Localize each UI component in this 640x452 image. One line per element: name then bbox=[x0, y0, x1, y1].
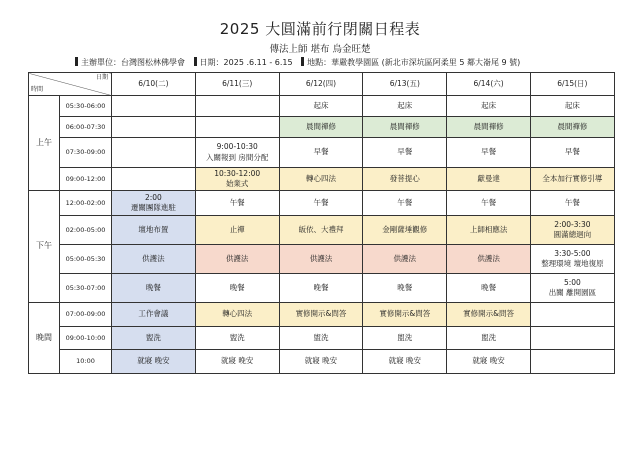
schedule-cell: 止禪 bbox=[195, 216, 279, 245]
schedule-cell: 2:00 遷關團隊進駐 bbox=[112, 191, 196, 216]
schedule-cell: 5:00 出關 離開園區 bbox=[530, 274, 614, 303]
schedule-cell: 起床 bbox=[447, 96, 531, 117]
table-row bbox=[29, 96, 615, 117]
period-morning: 上午 bbox=[29, 96, 60, 191]
schedule-cell: 供護法 bbox=[447, 245, 531, 274]
teacher-line: 傳法上師 堪布 烏金旺楚 bbox=[269, 44, 371, 55]
schedule-cell: 晚餐 bbox=[112, 274, 196, 303]
day-header: 6/14(六) bbox=[447, 73, 531, 96]
schedule-cell: 供護法 bbox=[195, 245, 279, 274]
table-row bbox=[29, 245, 615, 274]
day-header: 6/12(四) bbox=[279, 73, 363, 96]
schedule-cell: 金剛薩埵觀修 bbox=[363, 216, 447, 245]
schedule-cell: 晨間禪修 bbox=[530, 117, 614, 138]
schedule-cell: 轉心四法 bbox=[279, 168, 363, 191]
table-row bbox=[29, 117, 615, 138]
time-cell: 07:00-09:00 bbox=[60, 303, 112, 327]
table-row bbox=[29, 168, 615, 191]
schedule-cell: 供護法 bbox=[112, 245, 196, 274]
schedule-cell: 早餐 bbox=[447, 138, 531, 168]
schedule-cell: 10:30-12:00 始業式 bbox=[195, 168, 279, 191]
time-cell: 02:00-05:00 bbox=[60, 216, 112, 245]
schedule-cell: 就寢 晚安 bbox=[195, 350, 279, 374]
corner-cell bbox=[29, 73, 112, 96]
schedule-cell bbox=[112, 117, 196, 138]
schedule-cell bbox=[530, 303, 614, 327]
table-row bbox=[29, 327, 615, 350]
bullet-mark bbox=[194, 57, 197, 66]
schedule-cell bbox=[530, 327, 614, 350]
schedule-cell: 就寢 晚安 bbox=[112, 350, 196, 374]
corner-date-label: 日期 bbox=[95, 74, 108, 81]
schedule-cell: 轉心四法 bbox=[195, 303, 279, 327]
schedule-cell: 獻曼達 bbox=[447, 168, 531, 191]
schedule-cell: 實修開示&問答 bbox=[363, 303, 447, 327]
schedule-cell: 3:30-5:00 整理環境 壇地復原 bbox=[530, 245, 614, 274]
schedule-cell: 皈依、大禮拜 bbox=[279, 216, 363, 245]
schedule-cell: 起床 bbox=[530, 96, 614, 117]
time-cell: 07:30-09:00 bbox=[60, 138, 112, 168]
schedule-cell: 2:00-3:30 圓滿總迴向 bbox=[530, 216, 614, 245]
schedule-cell: 壇地布置 bbox=[112, 216, 196, 245]
day-header: 6/10(二) bbox=[112, 73, 196, 96]
schedule-cell: 供護法 bbox=[363, 245, 447, 274]
schedule-cell: 午餐 bbox=[279, 191, 363, 216]
schedule-cell: 午餐 bbox=[447, 191, 531, 216]
schedule-cell: 晨間禪修 bbox=[447, 117, 531, 138]
schedule-cell bbox=[195, 96, 279, 117]
time-cell: 05:30-07:00 bbox=[60, 274, 112, 303]
schedule-cell: 晚餐 bbox=[279, 274, 363, 303]
schedule-cell: 就寢 晚安 bbox=[279, 350, 363, 374]
schedule-cell: 午餐 bbox=[363, 191, 447, 216]
schedule-cell: 起床 bbox=[363, 96, 447, 117]
event-info bbox=[75, 57, 526, 68]
schedule-cell: 9:00-10:30 入關報到 房間分配 bbox=[195, 138, 279, 168]
schedule-cell: 全本加行實修引導 bbox=[530, 168, 614, 191]
schedule-cell: 上師相應法 bbox=[447, 216, 531, 245]
schedule-cell: 盥洗 bbox=[447, 327, 531, 350]
schedule-cell: 供護法 bbox=[279, 245, 363, 274]
schedule-cell: 晚餐 bbox=[195, 274, 279, 303]
schedule-cell: 起床 bbox=[279, 96, 363, 117]
schedule-cell: 就寢 晚安 bbox=[363, 350, 447, 374]
schedule-cell: 晚餐 bbox=[447, 274, 531, 303]
table-row bbox=[29, 303, 615, 327]
schedule-cell: 實修開示&問答 bbox=[447, 303, 531, 327]
time-cell: 09:00-12:00 bbox=[60, 168, 112, 191]
table-row bbox=[29, 350, 615, 374]
schedule-cell: 發菩提心 bbox=[363, 168, 447, 191]
corner-time-label: 時間 bbox=[31, 85, 44, 93]
schedule-cell: 午餐 bbox=[530, 191, 614, 216]
time-cell: 06:00-07:30 bbox=[60, 117, 112, 138]
schedule-cell: 晚餐 bbox=[363, 274, 447, 303]
schedule-cell: 早餐 bbox=[279, 138, 363, 168]
schedule-cell: 盥洗 bbox=[195, 327, 279, 350]
schedule-cell bbox=[112, 138, 196, 168]
schedule-cell bbox=[530, 350, 614, 374]
schedule-cell: 早餐 bbox=[530, 138, 614, 168]
time-cell: 12:00-02:00 bbox=[60, 191, 112, 216]
schedule-table bbox=[28, 72, 615, 374]
period-evening: 晚間 bbox=[29, 303, 60, 374]
schedule-cell: 盥洗 bbox=[112, 327, 196, 350]
schedule-cell: 就寢 晚安 bbox=[447, 350, 531, 374]
schedule-cell: 晨間禪修 bbox=[363, 117, 447, 138]
bullet-mark bbox=[75, 57, 78, 66]
schedule-cell: 晨間禪修 bbox=[279, 117, 363, 138]
schedule-cell bbox=[112, 96, 196, 117]
schedule-cell: 實修開示&問答 bbox=[279, 303, 363, 327]
schedule-cell: 工作會議 bbox=[112, 303, 196, 327]
schedule-cell: 盥洗 bbox=[363, 327, 447, 350]
time-cell: 10:00 bbox=[60, 350, 112, 374]
time-cell: 05:00-05:30 bbox=[60, 245, 112, 274]
header-row bbox=[29, 73, 615, 96]
bullet-mark bbox=[301, 57, 304, 66]
schedule-cell bbox=[195, 117, 279, 138]
table-row bbox=[29, 274, 615, 303]
table-row bbox=[29, 191, 615, 216]
schedule-cell: 盥洗 bbox=[279, 327, 363, 350]
table-row bbox=[29, 138, 615, 168]
day-header: 6/11(三) bbox=[195, 73, 279, 96]
day-header: 6/15(日) bbox=[530, 73, 614, 96]
organizer: 主辦單位：台灣图松林佛學會 bbox=[81, 58, 185, 67]
period-afternoon: 下午 bbox=[29, 191, 60, 303]
schedule-cell bbox=[112, 168, 196, 191]
day-header: 6/13(五) bbox=[363, 73, 447, 96]
page-title: 2025 大圓滿前行閉關日程表 bbox=[219, 20, 421, 38]
event-location: 地點：華嚴教學園區 (新北市深坑區阿柔里 5 鄰大崙尾 9 號) bbox=[307, 58, 521, 67]
schedule-cell: 午餐 bbox=[195, 191, 279, 216]
time-cell: 09:00-10:00 bbox=[60, 327, 112, 350]
table-row bbox=[29, 216, 615, 245]
event-dates: 日期：2025 .6.11 - 6.15 bbox=[199, 58, 293, 67]
time-cell: 05:30-06:00 bbox=[60, 96, 112, 117]
schedule-cell: 早餐 bbox=[363, 138, 447, 168]
